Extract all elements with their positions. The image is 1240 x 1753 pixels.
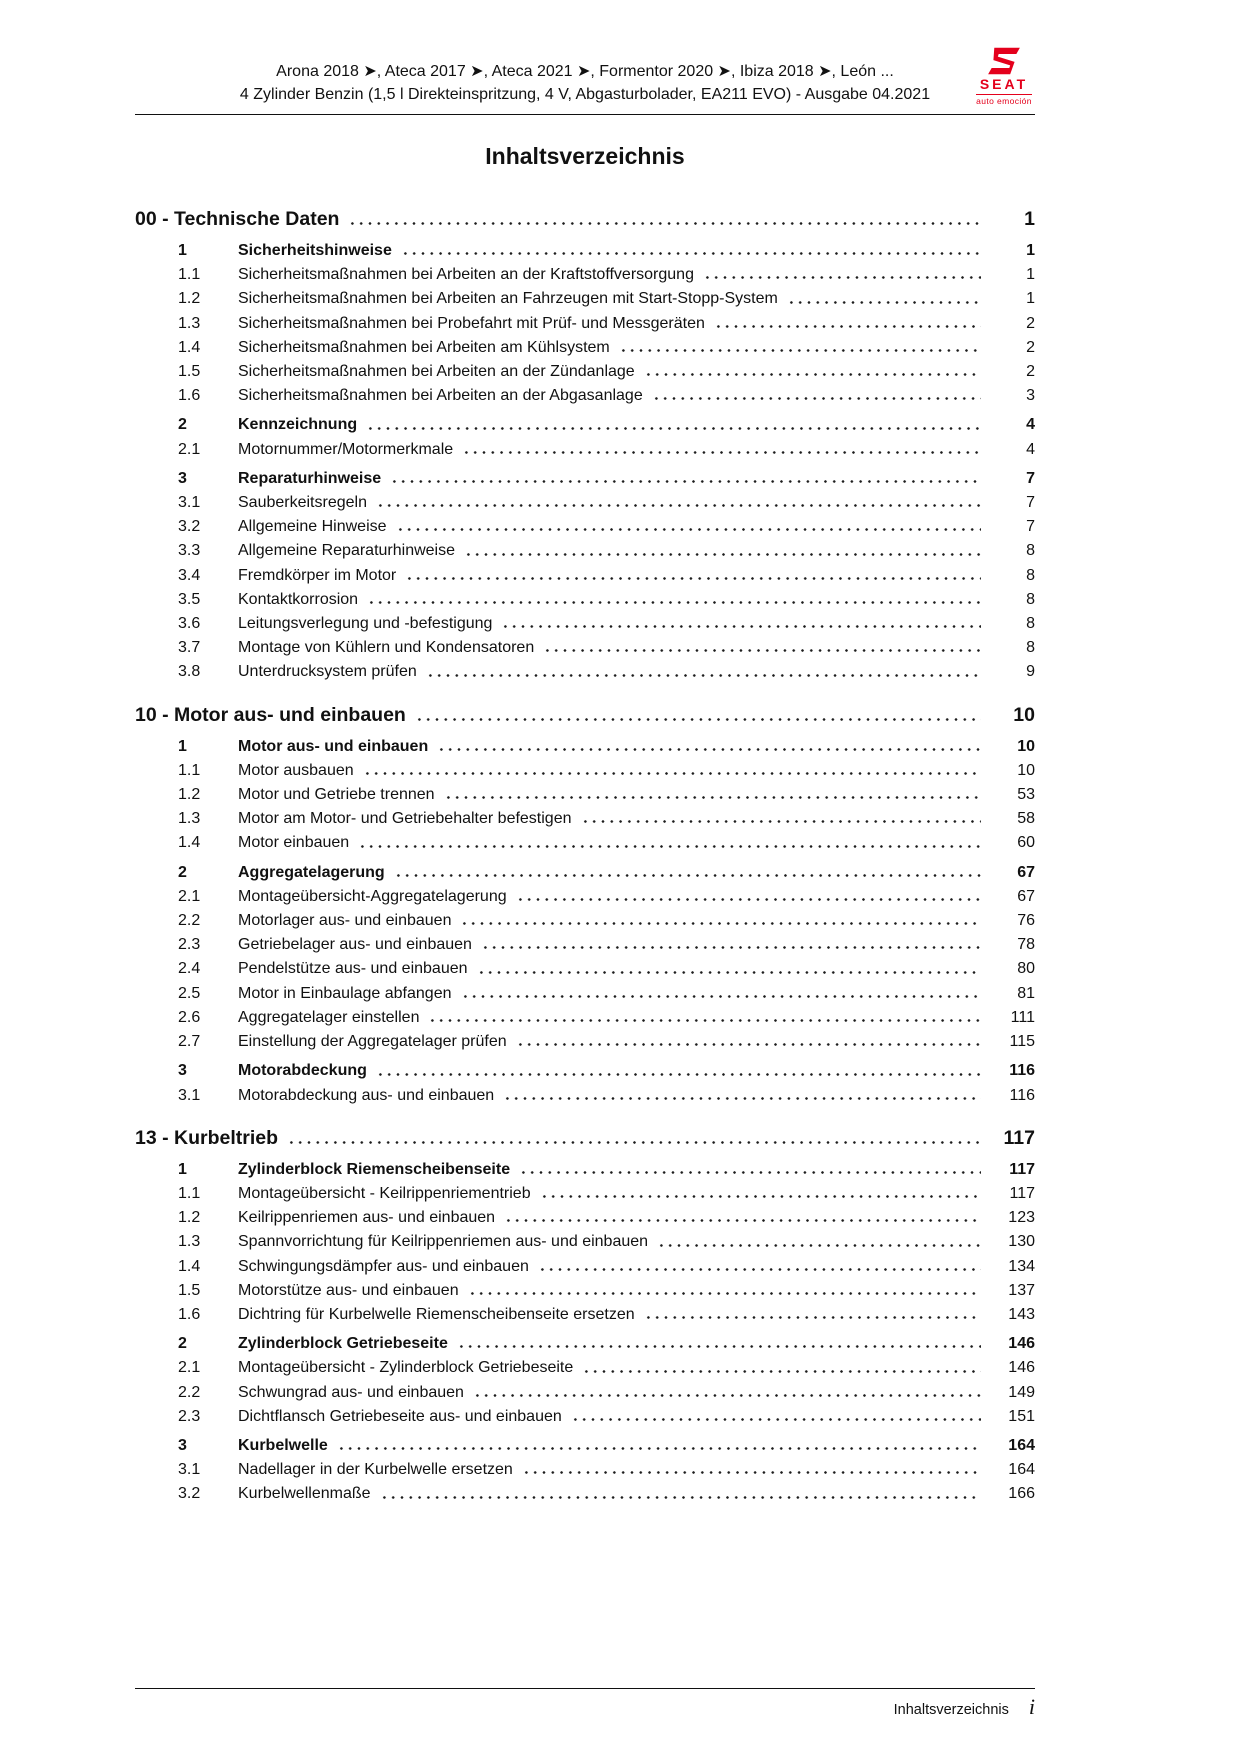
- toc-entry: [135, 413, 1035, 437]
- entry-title: Sicherheitsmaßnahmen bei Probefahrt mit Prüf- und Messgeräten: [238, 314, 705, 332]
- toc-entry: [135, 438, 1035, 462]
- entry-page-number: 134: [1008, 1257, 1035, 1275]
- entry-title: Dichtring für Kurbelwelle Riemenscheibenseite ersetzen: [238, 1305, 635, 1323]
- dot-leader: [519, 1158, 981, 1182]
- chapter-label: 00 - Technische Daten: [135, 208, 340, 230]
- toc-entry: [135, 861, 1035, 885]
- entry-number: 3: [178, 1436, 187, 1454]
- entry-page-number: 2: [1026, 363, 1035, 381]
- entry-page-number: 60: [1017, 834, 1035, 852]
- entry-title: Montageübersicht - Keilrippenriementrieb: [238, 1184, 531, 1202]
- entry-page-number: 1: [1026, 242, 1035, 259]
- toc-entry: [135, 909, 1035, 933]
- entry-page-number: 67: [1017, 887, 1035, 905]
- toc-chapter: [135, 702, 1035, 1108]
- entry-page-number: 4: [1026, 416, 1035, 434]
- dot-leader: [376, 1059, 981, 1083]
- entry-page-number: 10: [1017, 761, 1035, 779]
- toc-entry: [135, 467, 1035, 491]
- entry-number: 3.1: [178, 1461, 201, 1479]
- entry-number: 3.2: [178, 518, 201, 536]
- entry-page-number: 1: [1026, 290, 1035, 308]
- toc-entry: [135, 957, 1035, 981]
- dot-leader: [396, 515, 981, 539]
- toc-entry: [135, 1059, 1035, 1083]
- entry-page-number: 81: [1017, 984, 1035, 1002]
- entry-number: 2.6: [178, 1008, 201, 1026]
- entry-number: 3.7: [178, 639, 201, 657]
- entry-number: 2.5: [178, 984, 201, 1002]
- entry-number: 1.1: [178, 761, 201, 779]
- dot-leader: [464, 539, 981, 563]
- entry-number: 3: [178, 1062, 187, 1080]
- entry-page-number: 116: [1009, 1062, 1035, 1080]
- dot-leader: [366, 413, 981, 437]
- entry-title: Kurbelwelle: [238, 1436, 328, 1454]
- entry-number: 1.3: [178, 810, 201, 828]
- entry-number: 3.4: [178, 566, 201, 584]
- entry-page-number: 111: [1010, 1008, 1035, 1026]
- dot-leader: [644, 1303, 981, 1327]
- entry-number: 2.3: [178, 1407, 201, 1425]
- chapter-page-number: 10: [1013, 703, 1035, 726]
- dot-leader: [358, 831, 981, 855]
- entry-title: Sicherheitsmaßnahmen bei Arbeiten an der Zündanlage: [238, 363, 635, 381]
- page-footer: [135, 1688, 1035, 1719]
- entry-number: 3.1: [178, 1086, 201, 1104]
- entry-number: 3.1: [178, 494, 201, 512]
- entry-page-number: 130: [1008, 1233, 1035, 1251]
- toc-entry: [135, 1434, 1035, 1458]
- dot-leader: [787, 287, 981, 311]
- toc-chapter-heading: [135, 1125, 1035, 1152]
- dot-leader: [428, 1006, 981, 1030]
- entry-page-number: 2: [1026, 314, 1035, 332]
- chapter-label: 13 - Kurbeltrieb: [135, 1126, 279, 1149]
- entry-number: 3.3: [178, 542, 201, 560]
- toc-entry: [135, 735, 1035, 759]
- entry-title: Montageübersicht-Aggregatelagerung: [238, 887, 507, 905]
- entry-title: Motorabdeckung: [238, 1062, 367, 1080]
- dot-leader: [444, 783, 981, 807]
- toc-entry: [135, 1255, 1035, 1279]
- entry-number: 1.2: [178, 786, 201, 804]
- toc-entry: [135, 287, 1035, 311]
- dot-leader: [516, 1030, 981, 1054]
- dot-leader: [363, 759, 981, 783]
- entry-title: Motor in Einbaulage abfangen: [238, 984, 452, 1002]
- header-models-line: Arona 2018 ➤, Ateca 2017 ➤, Ateca 2021 ➤, Formentor 2020 ➤, Ibiza 2018 ➤, León ...: [276, 63, 894, 80]
- entry-page-number: 164: [1008, 1436, 1035, 1454]
- entry-title: Aggregatelagerung: [238, 863, 385, 881]
- entry-title: Montageübersicht - Zylinderblock Getriebeseite: [238, 1359, 574, 1377]
- entry-number: 1.3: [178, 1233, 201, 1251]
- toc-entry: [135, 885, 1035, 909]
- dot-leader: [380, 1482, 981, 1506]
- entry-number: 3.6: [178, 615, 201, 633]
- toc-entry: [135, 564, 1035, 588]
- entry-page-number: 8: [1026, 615, 1035, 633]
- entry-page-number: 7: [1026, 494, 1035, 512]
- toc-entry: [135, 1006, 1035, 1030]
- dot-leader: [457, 1332, 981, 1356]
- entry-number: 1.4: [178, 338, 201, 356]
- chapter-label: 10 - Motor aus- und einbauen: [135, 703, 406, 726]
- toc-entry: [135, 1206, 1035, 1230]
- toc-entry: [135, 360, 1035, 384]
- entry-page-number: 149: [1008, 1383, 1035, 1401]
- entry-number: 2.7: [178, 1033, 201, 1051]
- entry-title: Sicherheitshinweise: [238, 242, 392, 259]
- toc-entry: [135, 515, 1035, 539]
- entry-title: Motor einbauen: [238, 834, 350, 852]
- entry-number: 1.4: [178, 834, 201, 852]
- entry-title: Dichtflansch Getriebeseite aus- und einbauen: [238, 1407, 562, 1425]
- entry-title: Kennzeichnung: [238, 416, 358, 434]
- entry-page-number: 8: [1026, 542, 1035, 560]
- dot-leader: [462, 438, 981, 462]
- entry-page-number: 7: [1026, 469, 1035, 487]
- dot-leader: [394, 861, 981, 885]
- entry-title: Kurbelwellenmaße: [238, 1485, 371, 1503]
- entry-number: 2.3: [178, 936, 201, 954]
- entry-page-number: 7: [1026, 518, 1035, 536]
- entry-title: Zylinderblock Getriebeseite: [238, 1335, 448, 1353]
- toc-entry: [135, 491, 1035, 515]
- dot-leader: [415, 702, 981, 729]
- entry-page-number: 117: [1009, 1160, 1035, 1178]
- entry-title: Leitungsverlegung und -befestigung: [238, 615, 493, 633]
- toc-entry: [135, 263, 1035, 287]
- dot-leader: [582, 1356, 981, 1380]
- toc-chapter-heading: [135, 206, 1035, 233]
- entry-title: Sauberkeitsregeln: [238, 494, 367, 512]
- chapter-page-number: 117: [1003, 1126, 1035, 1149]
- entry-page-number: 117: [1009, 1184, 1035, 1202]
- entry-page-number: 4: [1026, 440, 1035, 458]
- entry-page-number: 115: [1009, 1033, 1035, 1051]
- dot-leader: [468, 1279, 981, 1303]
- toc-entry: [135, 1158, 1035, 1182]
- toc-entry: [135, 982, 1035, 1006]
- seat-logo: [969, 46, 1039, 106]
- entry-title: Aggregatelager einstellen: [238, 1008, 420, 1026]
- entry-number: 1.1: [178, 1184, 201, 1202]
- toc-chapter-heading: [135, 702, 1035, 729]
- entry-number: 3: [178, 469, 187, 487]
- dot-leader: [540, 1182, 981, 1206]
- dot-leader: [481, 933, 981, 957]
- dot-leader: [390, 467, 981, 491]
- dot-leader: [503, 1084, 981, 1108]
- entry-page-number: 151: [1008, 1407, 1035, 1425]
- toc-entry: [135, 1482, 1035, 1506]
- entry-page-number: 8: [1026, 566, 1035, 584]
- dot-leader: [644, 360, 981, 384]
- entry-number: 1.5: [178, 1281, 201, 1299]
- header-engine-line: 4 Zylinder Benzin (1,5 l Direkteinspritzung, 4 V, Abgasturbolader, EA211 EVO) - Ausgabe 04.2021: [239, 86, 931, 103]
- entry-number: 1.4: [178, 1257, 201, 1275]
- entry-page-number: 146: [1008, 1335, 1035, 1353]
- entry-number: 1.2: [178, 1209, 201, 1227]
- entry-title: Einstellung der Aggregatelager prüfen: [238, 1033, 507, 1051]
- entry-title: Reparaturhinweise: [238, 469, 382, 487]
- entry-page-number: 8: [1026, 590, 1035, 608]
- toc-entry: [135, 1084, 1035, 1108]
- dot-leader: [522, 1458, 981, 1482]
- dot-leader: [581, 807, 982, 831]
- dot-leader: [473, 1381, 981, 1405]
- toc-entry: [135, 384, 1035, 408]
- entry-title: Motor am Motor- und Getriebehalter befestigen: [238, 810, 572, 828]
- entry-title: Motor und Getriebe trennen: [238, 786, 435, 804]
- toc-entry: [135, 539, 1035, 563]
- toc-entry: [135, 636, 1035, 660]
- entry-page-number: 164: [1008, 1461, 1035, 1479]
- dot-leader: [652, 384, 981, 408]
- dot-leader: [426, 660, 981, 684]
- entry-number: 3.5: [178, 590, 201, 608]
- entry-number: 1.6: [178, 387, 201, 405]
- entry-number: 2: [178, 1335, 187, 1353]
- entry-title: Keilrippenriemen aus- und einbauen: [238, 1209, 496, 1227]
- toc-entry: [135, 807, 1035, 831]
- dot-leader: [337, 1434, 981, 1458]
- entry-number: 1.5: [178, 363, 201, 381]
- page-header: [135, 60, 1035, 115]
- entry-number: 3.2: [178, 1485, 201, 1503]
- entry-number: 2.1: [178, 887, 201, 905]
- entry-title: Sicherheitsmaßnahmen bei Arbeiten an der Kraftstoffversorgung: [238, 266, 694, 284]
- toc-chapter: [135, 1125, 1035, 1507]
- entry-title: Motor ausbauen: [238, 761, 354, 779]
- toc-entry: [135, 239, 1035, 263]
- toc-entry: [135, 660, 1035, 684]
- entry-page-number: 80: [1017, 960, 1035, 978]
- dot-leader: [405, 564, 981, 588]
- toc-entry: [135, 1458, 1035, 1482]
- dot-leader: [461, 982, 982, 1006]
- toc-entry: [135, 1230, 1035, 1254]
- toc-entry: [135, 1182, 1035, 1206]
- toc: [135, 206, 1035, 1507]
- dot-leader: [703, 263, 981, 287]
- entry-title: Sicherheitsmaßnahmen bei Arbeiten an der Abgasanlage: [238, 387, 643, 405]
- entry-title: Pendelstütze aus- und einbauen: [238, 960, 468, 978]
- entry-title: Getriebelager aus- und einbauen: [238, 936, 472, 954]
- entry-title: Kontaktkorrosion: [238, 590, 359, 608]
- entry-number: 1.3: [178, 314, 201, 332]
- entry-title: Sicherheitsmaßnahmen bei Arbeiten am Kühlsystem: [238, 338, 610, 356]
- toc-entry: [135, 1332, 1035, 1356]
- entry-number: 1: [178, 1160, 187, 1178]
- entry-number: 3.8: [178, 663, 201, 681]
- entry-title: Schwingungsdämpfer aus- und einbauen: [238, 1257, 529, 1275]
- toc-entry: [135, 336, 1035, 360]
- footer-page-number: i: [1028, 1694, 1035, 1719]
- entry-page-number: 143: [1008, 1305, 1035, 1323]
- entry-title: Allgemeine Hinweise: [238, 518, 387, 536]
- entry-number: 2: [178, 863, 187, 881]
- entry-page-number: 10: [1017, 737, 1035, 755]
- toc-entry: [135, 612, 1035, 636]
- entry-page-number: 3: [1026, 387, 1035, 405]
- entry-number: 2.4: [178, 960, 201, 978]
- toc-entry: [135, 1405, 1035, 1429]
- entry-number: 1.2: [178, 290, 201, 308]
- entry-page-number: 146: [1008, 1359, 1035, 1377]
- entry-page-number: 76: [1017, 912, 1035, 930]
- toc-chapter: [135, 206, 1035, 685]
- entry-title: Zylinderblock Riemenscheibenseite: [238, 1160, 511, 1178]
- entry-page-number: 1: [1026, 266, 1035, 284]
- dot-leader: [571, 1405, 981, 1429]
- toc-entry: [135, 312, 1035, 336]
- dot-leader: [460, 909, 981, 933]
- dot-leader: [504, 1206, 981, 1230]
- toc-entry: [135, 1279, 1035, 1303]
- toc-entry: [135, 759, 1035, 783]
- entry-page-number: 9: [1026, 663, 1035, 681]
- dot-leader: [657, 1230, 981, 1254]
- seat-logo-tagline: auto emoción: [976, 94, 1032, 107]
- entry-title: Nadellager in der Kurbelwelle ersetzen: [238, 1461, 513, 1479]
- entry-page-number: 67: [1017, 863, 1035, 881]
- entry-number: 2.1: [178, 1359, 201, 1377]
- dot-leader: [437, 735, 981, 759]
- entry-title: Montage von Kühlern und Kondensatoren: [238, 639, 535, 657]
- entry-page-number: 53: [1017, 786, 1035, 804]
- dot-leader: [619, 336, 981, 360]
- dot-leader: [401, 239, 981, 263]
- dot-leader: [714, 312, 981, 336]
- entry-page-number: 166: [1008, 1485, 1035, 1503]
- entry-page-number: 2: [1026, 338, 1035, 356]
- entry-title: Fremdkörper im Motor: [238, 566, 397, 584]
- entry-number: 2.2: [178, 1383, 201, 1401]
- entry-title: Spannvorrichtung für Keilrippenriemen aus- und einbauen: [238, 1233, 649, 1251]
- dot-leader: [543, 636, 981, 660]
- entry-title: Motornummer/Motormerkmale: [238, 440, 454, 458]
- entry-title: Motorstütze aus- und einbauen: [238, 1281, 459, 1299]
- toc-entry: [135, 588, 1035, 612]
- page-title: Inhaltsverzeichnis: [485, 143, 685, 169]
- entry-number: 2.1: [178, 440, 201, 458]
- seat-logo-icon: [986, 46, 1022, 76]
- dot-leader: [287, 1125, 981, 1152]
- entry-page-number: 116: [1009, 1086, 1035, 1104]
- entry-number: 1: [178, 242, 187, 259]
- dot-leader: [348, 206, 981, 233]
- toc-entry: [135, 1030, 1035, 1054]
- entry-page-number: 8: [1026, 639, 1035, 657]
- toc-entry: [135, 831, 1035, 855]
- entry-number: 2: [178, 416, 187, 434]
- chapter-page-number: 1: [1024, 208, 1035, 230]
- dot-leader: [376, 491, 981, 515]
- entry-title: Motorlager aus- und einbauen: [238, 912, 452, 930]
- dot-leader: [516, 885, 981, 909]
- entry-number: 1.6: [178, 1305, 201, 1323]
- footer-label: Inhaltsverzeichnis: [893, 1702, 1009, 1718]
- entry-page-number: 137: [1008, 1281, 1035, 1299]
- seat-logo-text: SEAT: [979, 76, 1029, 92]
- toc-entry: [135, 1303, 1035, 1327]
- footer-line: [135, 1695, 1035, 1719]
- dot-leader: [477, 957, 981, 981]
- entry-number: 1.1: [178, 266, 201, 284]
- entry-page-number: 58: [1017, 810, 1035, 828]
- dot-leader: [367, 588, 981, 612]
- toc-entry: [135, 783, 1035, 807]
- entry-title: Motorabdeckung aus- und einbauen: [238, 1086, 495, 1104]
- toc-entry: [135, 1381, 1035, 1405]
- entry-number: 2.2: [178, 912, 201, 930]
- entry-page-number: 78: [1017, 936, 1035, 954]
- dot-leader: [538, 1255, 981, 1279]
- dot-leader: [501, 612, 981, 636]
- entry-title: Schwungrad aus- und einbauen: [238, 1383, 464, 1401]
- entry-title: Sicherheitsmaßnahmen bei Arbeiten an Fahrzeugen mit Start-Stopp-System: [238, 290, 778, 308]
- entry-title: Motor aus- und einbauen: [238, 737, 429, 755]
- toc-entry: [135, 933, 1035, 957]
- entry-page-number: 123: [1008, 1209, 1035, 1227]
- entry-title: Allgemeine Reparaturhinweise: [238, 542, 456, 560]
- entry-number: 1: [178, 737, 187, 755]
- toc-entry: [135, 1356, 1035, 1380]
- entry-title: Unterdrucksystem prüfen: [238, 663, 417, 681]
